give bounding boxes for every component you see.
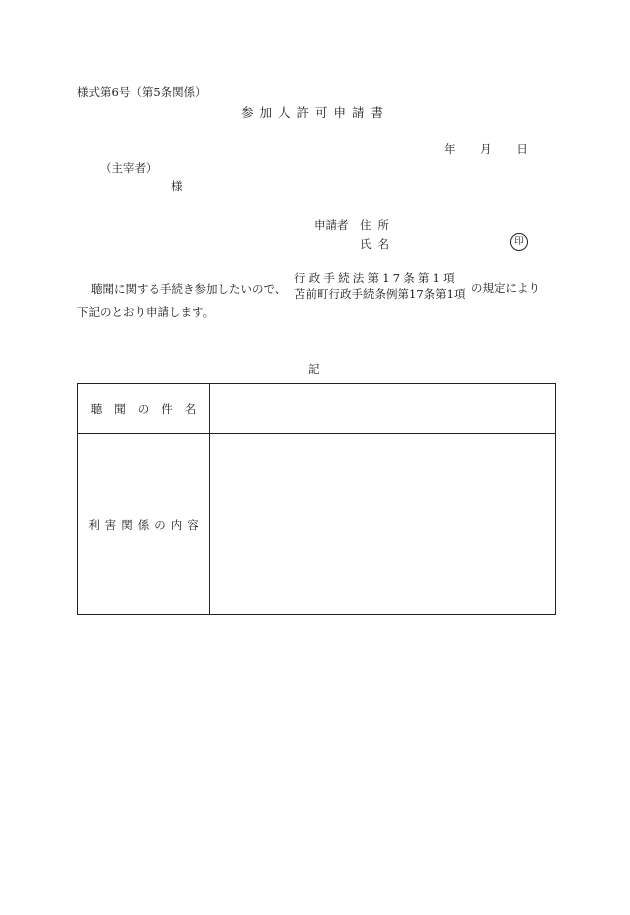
document-title: 参加人許可申請書 bbox=[240, 105, 389, 120]
body-tail-text: の規定により bbox=[471, 281, 540, 295]
hearing-subject-label: 聴聞の件名 bbox=[90, 401, 209, 416]
ki-heading: 記 bbox=[308, 362, 320, 376]
citation-law: 行政手続法第17条第1項 bbox=[294, 271, 458, 285]
date-line bbox=[444, 141, 528, 157]
interest-details-field[interactable] bbox=[210, 434, 555, 614]
date-year-label: 年 bbox=[444, 142, 456, 156]
name-label: 氏名 bbox=[360, 237, 395, 251]
date-day-label: 日 bbox=[516, 142, 528, 156]
citation-ordinance: 苫前町行政手続条例第17条第1項 bbox=[294, 287, 466, 301]
body-lead-text: 聴聞に関する手続き参加したいので、 bbox=[91, 282, 287, 296]
application-table bbox=[77, 383, 556, 615]
interest-details-label: 利害関係の内容 bbox=[88, 518, 204, 532]
addressee-role: （主宰者） bbox=[100, 161, 158, 175]
form-number: 様式第6号（第5条関係） bbox=[77, 85, 207, 99]
addressee-honorific: 様 bbox=[171, 179, 183, 193]
seal-mark: 印 bbox=[510, 233, 528, 251]
body-second-line: 下記のとおり申請します。 bbox=[77, 305, 215, 319]
hearing-subject-field[interactable] bbox=[210, 384, 555, 433]
address-label: 住所 bbox=[360, 218, 395, 232]
applicant-label: 申請者 bbox=[314, 218, 349, 232]
legal-citation bbox=[294, 270, 465, 302]
date-month-label: 月 bbox=[480, 142, 492, 156]
